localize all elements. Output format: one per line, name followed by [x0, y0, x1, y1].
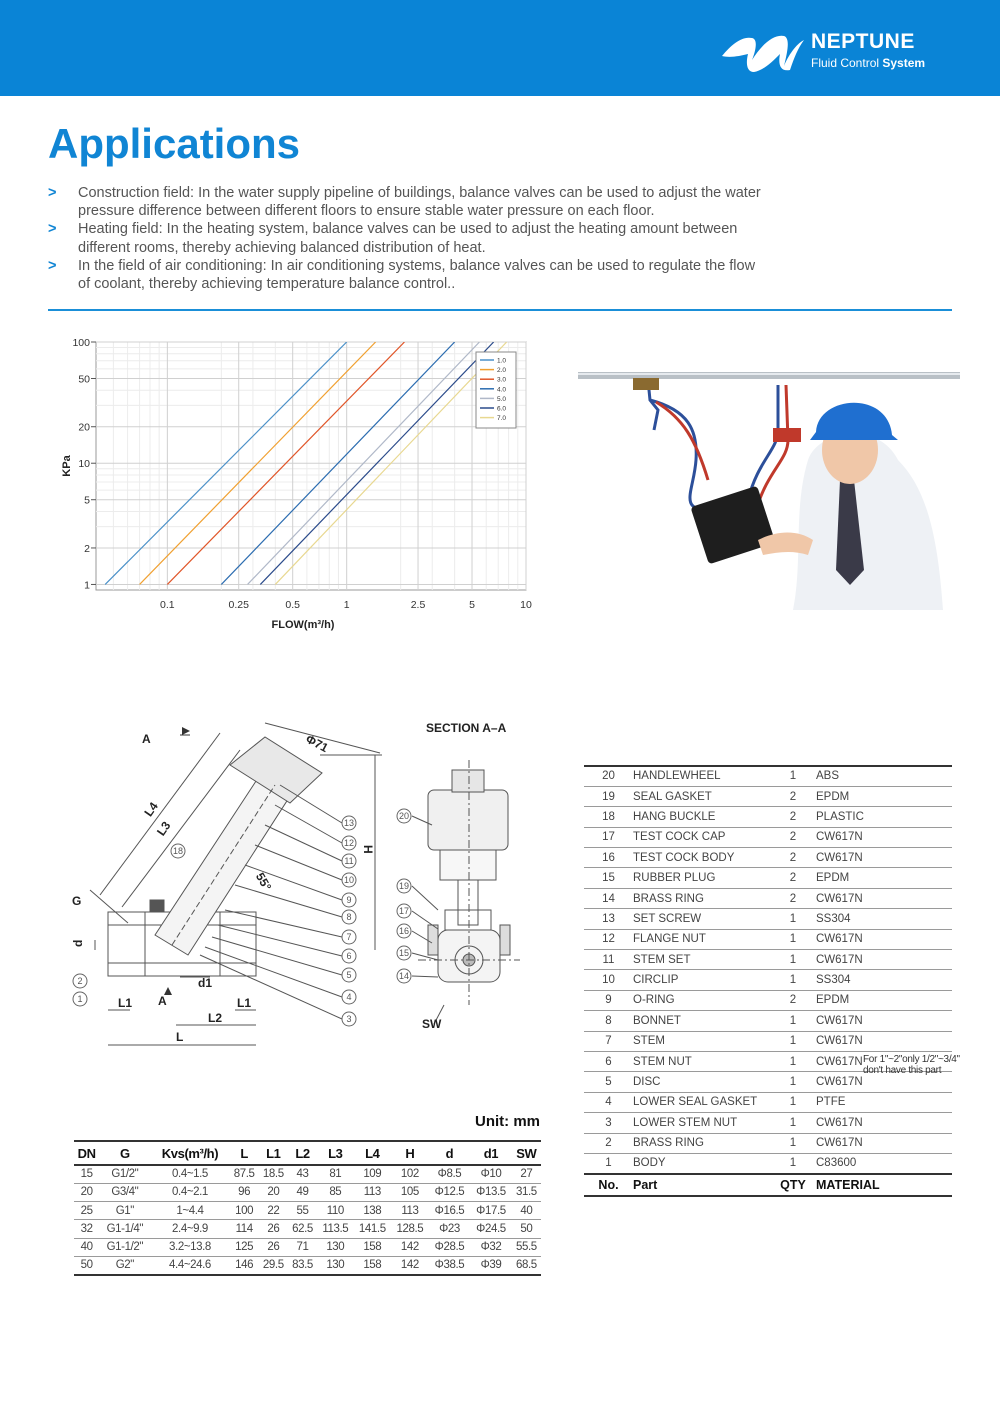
table-cell: 0.4~2.1	[150, 1183, 229, 1201]
neptune-wave-icon	[718, 26, 808, 74]
table-cell: 15	[74, 1165, 99, 1183]
table-cell: 4.4~24.6	[150, 1256, 229, 1274]
table-header-cell: DN	[74, 1141, 99, 1165]
table-cell: 8	[584, 1011, 633, 1031]
dimensions-table	[74, 1140, 541, 1276]
table-cell: 15	[584, 868, 633, 888]
table-cell: 87.5	[230, 1165, 259, 1183]
table-cell: CW617N	[810, 1011, 952, 1031]
legend-label: 5.0	[497, 395, 507, 403]
table-cell: G1"	[99, 1202, 150, 1220]
x-tick-label: 5	[469, 599, 475, 611]
x-tick-label: 0.25	[228, 599, 249, 611]
table-row	[584, 766, 952, 786]
chevron-right-icon: >	[48, 257, 57, 274]
table-cell: CW617N	[810, 1031, 952, 1051]
table-cell: 25	[74, 1202, 99, 1220]
table-header-cell: G	[99, 1141, 150, 1165]
table-header-cell: H	[391, 1141, 429, 1165]
callout-number: 12	[343, 838, 355, 848]
legend-label: 1.0	[497, 357, 507, 365]
table-cell: 138	[354, 1202, 392, 1220]
table-header-cell: MATERIAL	[810, 1174, 952, 1196]
table-cell: 11	[584, 950, 633, 970]
table-row	[584, 1031, 952, 1051]
table-cell: 158	[354, 1238, 392, 1256]
table-row	[584, 1153, 952, 1173]
table-cell: 22	[259, 1202, 288, 1220]
table-cell: 68.5	[512, 1256, 541, 1274]
wrench-size-label: SW	[422, 1017, 442, 1031]
table-cell: 1	[776, 1153, 810, 1173]
callout-number: 18	[172, 846, 184, 856]
table-header-cell: L3	[317, 1141, 353, 1165]
table-cell: CIRCLIP	[633, 970, 776, 990]
table-cell: CW617N	[810, 950, 952, 970]
y-tick-label: 100	[72, 337, 90, 349]
parts-table	[584, 765, 952, 1197]
table-cell: G1-1/2"	[99, 1238, 150, 1256]
table-cell: STEM NUT	[633, 1051, 776, 1071]
callout-number: 9	[346, 895, 352, 905]
table-cell: Φ16.5	[429, 1202, 471, 1220]
table-cell: 1	[776, 1113, 810, 1133]
table-cell: 49	[288, 1183, 317, 1201]
table-row	[74, 1183, 541, 1201]
table-cell: Φ12.5	[429, 1183, 471, 1201]
table-cell: BODY	[633, 1153, 776, 1173]
table-cell: STEM SET	[633, 950, 776, 970]
table-cell: 1	[776, 1051, 810, 1071]
table-cell: HANDLEWHEEL	[633, 766, 776, 786]
table-row	[74, 1220, 541, 1238]
legend-label: 3.0	[497, 376, 507, 384]
table-cell: 55	[288, 1202, 317, 1220]
table-cell: 1	[776, 1133, 810, 1153]
table-cell: 1~4.4	[150, 1202, 229, 1220]
angle-label: 55°	[252, 870, 275, 894]
callout-number: 13	[343, 818, 355, 828]
thread-g-label: G	[72, 894, 82, 908]
table-cell: PLASTIC	[810, 807, 952, 827]
table-cell: 1	[776, 950, 810, 970]
table-header-cell: Kvs(m³/h)	[150, 1141, 229, 1165]
table-cell: 18	[584, 807, 633, 827]
table-row	[584, 868, 952, 888]
list-item: > Heating field: In the heating system, balance valves can be used to adjust the heating amount between different rooms, thereby achieving balanced distribution of heat.	[48, 221, 738, 256]
table-cell: 6	[584, 1051, 633, 1071]
table-cell: 20	[584, 766, 633, 786]
callout-number: 17	[398, 906, 410, 916]
table-cell: 85	[317, 1183, 353, 1201]
section-marker-top: A	[142, 732, 151, 746]
table-row	[584, 1113, 952, 1133]
table-cell: 2	[776, 990, 810, 1010]
table-cell: 55.5	[512, 1238, 541, 1256]
table-cell: 10	[584, 970, 633, 990]
table-cell: G3/4"	[99, 1183, 150, 1201]
y-tick-label: 10	[78, 458, 90, 471]
x-axis-label: FLOW(m³/h)	[271, 619, 335, 631]
table-cell: 20	[74, 1183, 99, 1201]
table-cell: HANG BUCKLE	[633, 807, 776, 827]
table-cell: 16	[584, 848, 633, 868]
list-item: > In the field of air conditioning: In air conditioning systems, balance valves can be used to regulate the flow of coolant, thereby achieving temperature balance control..	[48, 257, 756, 293]
table-row	[584, 807, 952, 827]
x-tick-label: 1	[343, 599, 350, 611]
table-cell: CW617N	[810, 1113, 952, 1133]
callout-number: 16	[398, 926, 410, 936]
page-header	[0, 0, 1000, 96]
table-cell: 40	[74, 1238, 99, 1256]
table-row	[584, 1011, 952, 1031]
callout-number: 7	[346, 932, 352, 942]
table-cell: CW617N	[810, 848, 952, 868]
table-header-cell: SW	[512, 1141, 541, 1165]
x-tick-label: 0.5	[285, 599, 301, 611]
table-cell: 1	[776, 1011, 810, 1031]
table-cell: 1	[776, 1072, 810, 1092]
table-cell: 1	[776, 1031, 810, 1051]
table-cell: TEST COCK BODY	[633, 848, 776, 868]
table-row	[74, 1165, 541, 1183]
table-cell: 4	[584, 1092, 633, 1112]
table-cell: EPDM	[810, 868, 952, 888]
table-header-cell: L1	[259, 1141, 288, 1165]
chevron-right-icon: >	[48, 185, 57, 201]
table-cell: EPDM	[810, 786, 952, 806]
table-cell: 1	[776, 909, 810, 929]
table-cell: 128.5	[391, 1220, 429, 1238]
callout-number: 6	[346, 951, 352, 961]
table-row	[584, 848, 952, 868]
table-row	[584, 786, 952, 806]
table-cell: 109	[354, 1165, 392, 1183]
section-marker-bottom: A	[158, 994, 167, 1008]
table-header-cell: No.	[584, 1174, 633, 1196]
table-row	[584, 950, 952, 970]
table-cell: 50	[512, 1220, 541, 1238]
table-cell: EPDM	[810, 990, 952, 1010]
brand-tagline: Fluid Control System	[811, 56, 926, 70]
table-cell: 125	[230, 1238, 259, 1256]
dimension-l1-right-label: L1	[237, 996, 252, 1010]
table-row	[584, 929, 952, 949]
y-axis-label: KPa	[61, 455, 73, 477]
table-cell: FLANGE NUT	[633, 929, 776, 949]
table-cell: 3	[584, 1113, 633, 1133]
table-cell: 12	[584, 929, 633, 949]
table-row	[74, 1202, 541, 1220]
table-cell: 141.5	[354, 1220, 392, 1238]
table-row	[584, 990, 952, 1010]
legend-label: 4.0	[497, 386, 507, 394]
table-cell: 14	[584, 888, 633, 908]
table-cell: BONNET	[633, 1011, 776, 1031]
table-cell: Φ17.5	[470, 1202, 512, 1220]
table-cell: 105	[391, 1183, 429, 1201]
table-cell: G1-1/4"	[99, 1220, 150, 1238]
table-cell: 2	[776, 786, 810, 806]
table-cell: 2	[776, 888, 810, 908]
flow-pressure-chart	[56, 332, 536, 637]
table-cell: TEST COCK CAP	[633, 827, 776, 847]
table-row	[584, 970, 952, 990]
table-header-cell: L4	[354, 1141, 392, 1165]
callout-number: 14	[398, 971, 410, 981]
table-cell: 130	[317, 1238, 353, 1256]
table-cell: 2.4~9.9	[150, 1220, 229, 1238]
table-cell: Φ10	[470, 1165, 512, 1183]
x-tick-label: 0.1	[160, 599, 175, 611]
table-cell: 1	[776, 929, 810, 949]
valve-technical-drawing	[60, 715, 540, 1055]
table-cell: CW617N	[810, 929, 952, 949]
table-cell: 19	[584, 786, 633, 806]
table-cell: BRASS RING	[633, 888, 776, 908]
table-cell: 81	[317, 1165, 353, 1183]
plot-area	[96, 342, 526, 590]
callout-number: 19	[398, 881, 410, 891]
table-row	[74, 1256, 541, 1274]
table-cell: 2	[776, 807, 810, 827]
list-item: > Construction field: In the water supply pipeline of buildings, balance valves can be used to adjust the water pressure difference between different floors to ensure stable water pressure on each floor.	[48, 185, 761, 220]
table-cell: 27	[512, 1165, 541, 1183]
table-cell: CW617N	[810, 1051, 952, 1071]
callout-number: 1	[77, 994, 83, 1004]
table-cell: 31.5	[512, 1183, 541, 1201]
table-cell: 29.5	[259, 1256, 288, 1274]
table-cell: 2	[776, 848, 810, 868]
table-cell: 100	[230, 1202, 259, 1220]
chevron-right-icon: >	[48, 221, 57, 238]
table-cell: 20	[259, 1183, 288, 1201]
y-tick-label: 5	[84, 494, 90, 507]
callout-number: 8	[346, 912, 352, 922]
table-cell: Φ13.5	[470, 1183, 512, 1201]
table-cell: 158	[354, 1256, 392, 1274]
dimension-l1-left-label: L1	[118, 996, 133, 1010]
table-cell: PTFE	[810, 1092, 952, 1112]
table-header-cell: d	[429, 1141, 471, 1165]
table-cell: 146	[230, 1256, 259, 1274]
callout-number: 11	[344, 856, 354, 866]
legend-label: 2.0	[497, 367, 507, 375]
table-cell: CW617N	[810, 1133, 952, 1153]
table-cell: BRASS RING	[633, 1133, 776, 1153]
table-cell: O-RING	[633, 990, 776, 1010]
table-cell: 113.5	[317, 1220, 353, 1238]
table-cell: CW617N	[810, 827, 952, 847]
callout-number: 10	[343, 875, 355, 885]
table-cell: SEAL GASKET	[633, 786, 776, 806]
table-cell: 13	[584, 909, 633, 929]
table-cell: 1	[776, 1092, 810, 1112]
dimension-l4-label: L4	[141, 799, 161, 820]
table-cell: LOWER SEAL GASKET	[633, 1092, 776, 1112]
y-tick-label: 20	[78, 421, 90, 434]
table-cell: 142	[391, 1256, 429, 1274]
table-cell: 83.5	[288, 1256, 317, 1274]
table-cell: SET SCREW	[633, 909, 776, 929]
table-cell: 32	[74, 1220, 99, 1238]
table-header-cell: L	[230, 1141, 259, 1165]
table-cell: 43	[288, 1165, 317, 1183]
table-cell: 102	[391, 1165, 429, 1183]
table-cell: 2	[584, 1133, 633, 1153]
table-row	[584, 1133, 952, 1153]
table-row	[584, 1092, 952, 1112]
section-handwheel-shape	[428, 790, 508, 850]
table-cell: 26	[259, 1220, 288, 1238]
table-cell: Φ39	[470, 1256, 512, 1274]
table-cell: 26	[259, 1238, 288, 1256]
table-cell: ABS	[810, 766, 952, 786]
callout-number: 3	[346, 1014, 352, 1024]
table-cell: C83600	[810, 1153, 952, 1173]
callout-number: 20	[398, 811, 410, 821]
table-cell: Φ38.5	[429, 1256, 471, 1274]
callout-number: 15	[398, 948, 410, 958]
y-tick-label: 1	[84, 579, 90, 592]
table-header-row	[584, 1174, 952, 1196]
table-cell: 7	[584, 1031, 633, 1051]
table-header-cell: Part	[633, 1174, 776, 1196]
dimension-l2-label: L2	[208, 1011, 223, 1025]
applications-list	[48, 184, 768, 293]
table-cell: 113	[354, 1183, 392, 1201]
callout-number: 2	[77, 976, 83, 986]
table-cell: 50	[74, 1256, 99, 1274]
handwheel-diameter-label: Φ71	[303, 731, 331, 756]
table-cell: 113	[391, 1202, 429, 1220]
table-cell: 9	[584, 990, 633, 1010]
table-cell: 40	[512, 1202, 541, 1220]
table-row	[584, 827, 952, 847]
x-tick-label: 2.5	[410, 599, 426, 611]
table-cell: SS304	[810, 909, 952, 929]
table-cell: 2	[776, 827, 810, 847]
table-cell: 130	[317, 1256, 353, 1274]
table-cell: 114	[230, 1220, 259, 1238]
table-cell: SS304	[810, 970, 952, 990]
table-cell: CW617N	[810, 1072, 952, 1092]
table-header-cell: QTY	[776, 1174, 810, 1196]
brand-name: NEPTUNE	[811, 30, 915, 53]
part-availability-note: For 1"~2"only 1/2"~3/4" don't have this part	[863, 1054, 960, 1076]
table-cell: CW617N	[810, 888, 952, 908]
table-cell: 71	[288, 1238, 317, 1256]
chart-legend	[476, 352, 516, 428]
table-cell: 142	[391, 1238, 429, 1256]
y-tick-label: 2	[84, 542, 90, 555]
x-tick-label: 10	[520, 599, 532, 611]
table-cell: Φ28.5	[429, 1238, 471, 1256]
table-cell: 2	[776, 868, 810, 888]
brand-logo	[718, 26, 948, 76]
table-cell: 3.2~13.8	[150, 1238, 229, 1256]
callout-number: 4	[346, 992, 352, 1002]
table-header-cell: d1	[470, 1141, 512, 1165]
table-cell: 0.4~1.5	[150, 1165, 229, 1183]
dimension-l-label: L	[176, 1030, 184, 1044]
legend-label: 6.0	[497, 405, 507, 413]
table-row	[584, 888, 952, 908]
legend-label: 7.0	[497, 415, 507, 423]
table-cell: DISC	[633, 1072, 776, 1092]
table-cell: Φ23	[429, 1220, 471, 1238]
table-row	[74, 1238, 541, 1256]
table-cell: G1/2"	[99, 1165, 150, 1183]
table-row	[584, 909, 952, 929]
unit-label: Unit: mm	[475, 1113, 540, 1130]
dimension-l3-label: L3	[153, 818, 174, 839]
dimension-d1-label: d1	[198, 976, 213, 990]
engineer-measuring-photo	[578, 340, 960, 610]
table-cell: RUBBER PLUG	[633, 868, 776, 888]
table-cell: 1	[584, 1153, 633, 1173]
table-cell: 96	[230, 1183, 259, 1201]
dimension-d-label: d	[71, 939, 85, 947]
table-header-cell: L2	[288, 1141, 317, 1165]
table-cell: Φ24.5	[470, 1220, 512, 1238]
table-cell: 62.5	[288, 1220, 317, 1238]
page-title: Applications	[48, 120, 301, 167]
table-cell: STEM	[633, 1031, 776, 1051]
section-divider	[48, 309, 952, 311]
section-title: SECTION A–A	[426, 721, 507, 735]
table-cell: Φ32	[470, 1238, 512, 1256]
table-cell: LOWER STEM NUT	[633, 1113, 776, 1133]
table-cell: Φ8.5	[429, 1165, 471, 1183]
y-tick-label: 50	[78, 373, 90, 386]
table-cell: 5	[584, 1072, 633, 1092]
dimension-h-label: H	[361, 845, 375, 854]
table-cell: 1	[776, 766, 810, 786]
table-cell: 18.5	[259, 1165, 288, 1183]
table-cell: 110	[317, 1202, 353, 1220]
table-cell: 1	[776, 970, 810, 990]
table-cell: 17	[584, 827, 633, 847]
table-cell: G2"	[99, 1256, 150, 1274]
callout-number: 5	[346, 970, 352, 980]
